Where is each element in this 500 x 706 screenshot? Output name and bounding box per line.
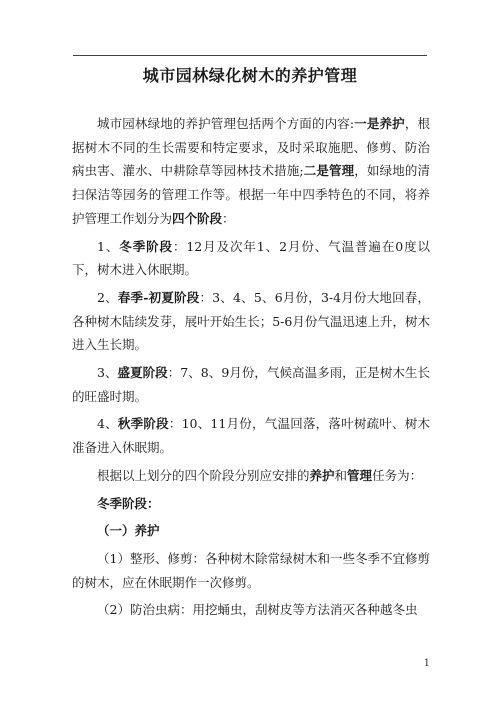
- intro-bold-2: 二是管理: [303, 163, 355, 179]
- stage-label: 秋季阶段: [117, 416, 169, 432]
- document-body: [72, 112, 430, 626]
- list-item: （1）整形、修剪：各种树木除常绿树木和一些冬季不宜修剪的树木，应在休眠期作一次修剪。: [72, 550, 430, 590]
- intro-text-4: ：: [222, 210, 235, 226]
- tasks-text-1: 根据以上划分的四个阶段分别应安排的: [97, 467, 310, 483]
- list-item: （2）防治虫病：用挖蛹虫，刮树皮等方法消灭各种越冬虫: [97, 602, 418, 618]
- intro-paragraph: [72, 112, 430, 231]
- tasks-bold-2: 管理: [347, 467, 373, 483]
- intro-text-3: ，如绿地的清扫保洁等园务的管理工作等。根据一年中四季特色的不同，将养护管理工作划分为: [72, 163, 430, 226]
- intro-text-1: 城市园林绿地的养护管理包括两个方面的内容:: [97, 116, 355, 131]
- document-title: 城市园林绿化树木的养护管理: [142, 66, 358, 85]
- intro-text-2: ，根据树木不同的生长需要和特定要求，及时采取施肥、修剪、防治病虫害、灌水、中耕除草等园林技术措施;: [72, 116, 430, 179]
- stage-number: 4、: [97, 416, 118, 432]
- stage-item-winter: [72, 235, 430, 282]
- stage-item-spring: [72, 286, 430, 357]
- stage-number: 2、: [97, 289, 118, 305]
- stage-item-autumn: [72, 412, 430, 459]
- stage-text: ：12月及次年1、2月份、气温普遍在0度以下，树木进入休眠期。: [72, 238, 431, 278]
- tasks-text-2: 和: [334, 467, 348, 483]
- intro-bold-3: 四个阶段: [172, 210, 223, 226]
- stage-item-summer: [72, 361, 430, 408]
- stage-text: ：10、11月份，气温回落，落叶树疏叶、树木准备进入休眠期。: [72, 416, 431, 456]
- header-rule: [73, 55, 427, 56]
- page-number: 1: [423, 658, 430, 669]
- stage-label: 盛夏阶段: [117, 365, 168, 381]
- stage-number: 1、: [97, 238, 120, 254]
- stage-label: 春季-初夏阶段: [117, 289, 200, 305]
- stage-number: 3、: [97, 365, 118, 381]
- tasks-bold-1: 养护: [309, 467, 335, 483]
- tasks-text-3: 任务为：: [372, 467, 423, 483]
- stage-label: 冬季阶段: [119, 238, 173, 254]
- stage-text: ：7、8、9月份，气候高温多雨，正是树木生长的旺盛时期。: [72, 365, 430, 404]
- subsection-heading: （一）养护: [97, 523, 160, 539]
- stage-text: ：3、4、5、6月份，3-4月份大地回春，各种树木陆续发芽，展叶开始生长；5-6月份气温迅速上升，树木进入生长期。: [72, 289, 430, 353]
- intro-bold-1: 一是养护: [354, 116, 405, 131]
- section-heading: 冬季阶段：: [97, 495, 160, 511]
- tasks-paragraph: [72, 464, 430, 488]
